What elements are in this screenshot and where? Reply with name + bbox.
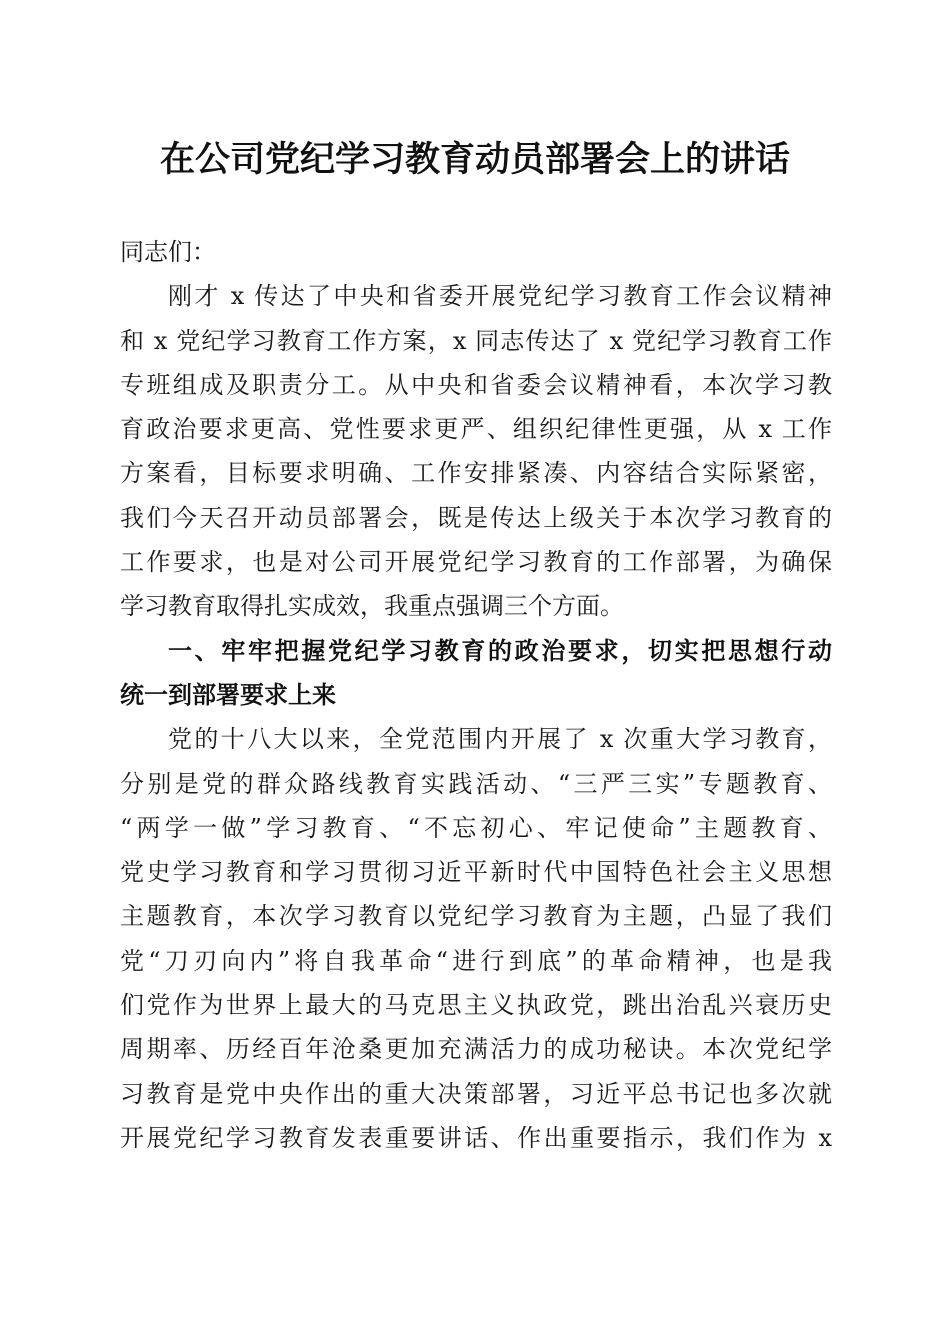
paragraph-line: 周期率、历经百年沧桑更加充满活力的成功秘诀。本次党纪学 [120, 1035, 832, 1064]
document-title: 在公司党纪学习教育动员部署会上的讲话 [159, 139, 790, 180]
section-heading-line: 统一到部署要求上来 [120, 680, 336, 709]
paragraph-line: “两学一做”学习教育、“不忘初心、牢记使命”主题教育、 [120, 813, 832, 842]
intro-paragraph [120, 274, 832, 628]
paragraph-line: 分别是党的群众路线教育实践活动、“三严三实”专题教育、 [120, 769, 832, 798]
paragraph-line: 党“刀刃向内”将自我革命“进行到底”的革命精神，也是我 [120, 946, 832, 975]
document-body [120, 230, 832, 1160]
section-heading-line: 一、牢牢把握党纪学习教育的政治要求，切实把思想行动 [168, 636, 832, 665]
paragraph-line: 党史学习教育和学习贯彻习近平新时代中国特色社会主义思想 [120, 858, 832, 887]
paragraph-line: 党的十八大以来，全党范围内开展了 x 次重大学习教育， [168, 725, 832, 754]
paragraph-line: 和 x 党纪学习教育工作方案，x 同志传达了 x 党纪学习教育工作 [120, 326, 832, 355]
section-paragraph [120, 717, 832, 1160]
paragraph-line: 们党作为世界上最大的马克思主义执政党，跳出治乱兴衰历史 [120, 991, 832, 1020]
paragraph-line: 学习教育取得扎实成效，我重点强调三个方面。 [120, 592, 624, 621]
paragraph-line: 育政治要求更高、党性要求更严、组织纪律性更强，从 x 工作 [120, 415, 832, 444]
paragraph-line: 主题教育，本次学习教育以党纪学习教育为主题，凸显了我们 [120, 902, 832, 931]
paragraph-line: 专班组成及职责分工。从中央和省委会议精神看，本次学习教 [120, 370, 832, 399]
paragraph-line: 方案看，目标要求明确、工作安排紧凑、内容结合实际紧密， [120, 459, 832, 488]
salutation: 同志们： [120, 238, 216, 266]
paragraph-line: 习教育是党中央作出的重大决策部署，习近平总书记也多次就 [120, 1079, 832, 1108]
paragraph-line: 刚才 x 传达了中央和省委开展党纪学习教育工作会议精神 [168, 282, 832, 311]
paragraph-line: 我们今天召开动员部署会，既是传达上级关于本次学习教育的 [120, 503, 832, 532]
paragraph-line: 工作要求，也是对公司开展党纪学习教育的工作部署，为确保 [120, 548, 832, 577]
section-heading [120, 629, 832, 718]
paragraph-line: 开展党纪学习教育发表重要讲话、作出重要指示，我们作为 x [120, 1123, 832, 1152]
